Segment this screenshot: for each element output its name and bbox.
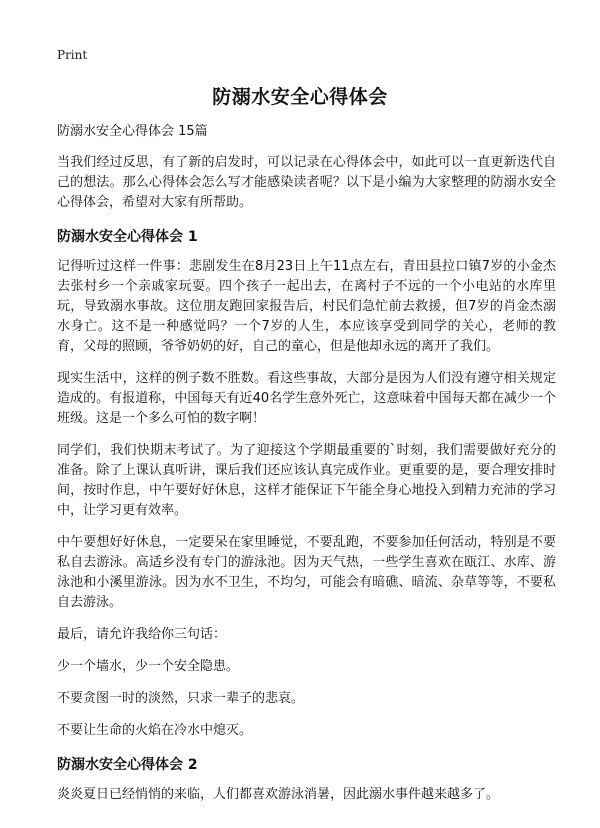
paragraph: 不要贪图一时的淡然，只求一辈子的悲哀。 xyxy=(57,691,305,706)
paragraph: 不要让生命的火焰在冷水中熄灭。 xyxy=(57,723,253,738)
section-heading: 防溺水安全心得体会 2 xyxy=(57,757,198,773)
document-body xyxy=(57,122,556,817)
document-title: 防溺水安全心得体会 xyxy=(212,86,388,108)
paragraph: 中午要想好好休息，一定要呆在家里睡觉，不要乱跑，不要参加任何活动，特别是不要私自去游泳。高适乡没有专门的游泳池。因为天气热，一些学生喜欢在瓯江、水库、游泳池和小溪里游泳。因为水不卫生，不均匀，可能会有暗礁、暗流、杂草等等，不要私自去游泳。 xyxy=(57,535,556,610)
section-heading: 防溺水安全心得体会 1 xyxy=(57,229,198,245)
paragraph: 最后，请允许我给你三句话： xyxy=(57,627,227,642)
document-subtitle: 防溺水安全心得体会 15篇 xyxy=(57,124,208,139)
paragraph: 记得听过这样一件事：悲剧发生在8月23日上午11点左右，青田县拉口镇7岁的小金杰去张村乡一个亲戚家玩耍。四个孩子一起出去，在离村子不远的一个小电站的水库里玩，导致溺水事故。这位朋友跑回家报告后，村民们急忙前去救援，但7岁的肖金杰溺水身亡。这不是一种感觉吗？一个7岁的人生，本应该享受到同学的关心，老师的教育，父母的照顾，爷爷奶奶的好，自己的童心，但是他却永远的离开了我们。 xyxy=(57,259,556,354)
print-link[interactable]: Print xyxy=(57,48,88,62)
paragraph: 现实生活中，这样的例子数不胜数。看这些事故，大部分是因为人们没有遵守相关规定造成的。有报道称，中国每天有近40名学生意外死亡，这意味着中国每天都在减少一个班级。这是一个多么可怕的数字啊！ xyxy=(57,371,556,426)
paragraph: 同学们，我们快期末考试了。为了迎接这个学期最重要的`时刻，我们需要做好充分的准备。除了上课认真听讲，课后我们还应该认真完成作业。更重要的是，要合理安排时间，按时作息，中午要好好休息，这样才能保证下午能全身心地投入到精力充沛的学习中，让学习更有效率。 xyxy=(57,443,556,518)
intro-paragraph: 当我们经过反思，有了新的启发时，可以记录在心得体会中，如此可以一直更新迭代自己的想法。那么心得体会怎么写才能感染读者呢？以下是小编为大家整理的防溺水安全心得体会，希望对大家有所帮助。 xyxy=(57,155,556,210)
paragraph: 炎炎夏日已经悄悄的来临，人们都喜欢游泳消暑，因此溺水事件越来越多了。 xyxy=(57,787,500,802)
paragraph: 少一个墙水，少一个安全隐患。 xyxy=(57,659,240,674)
